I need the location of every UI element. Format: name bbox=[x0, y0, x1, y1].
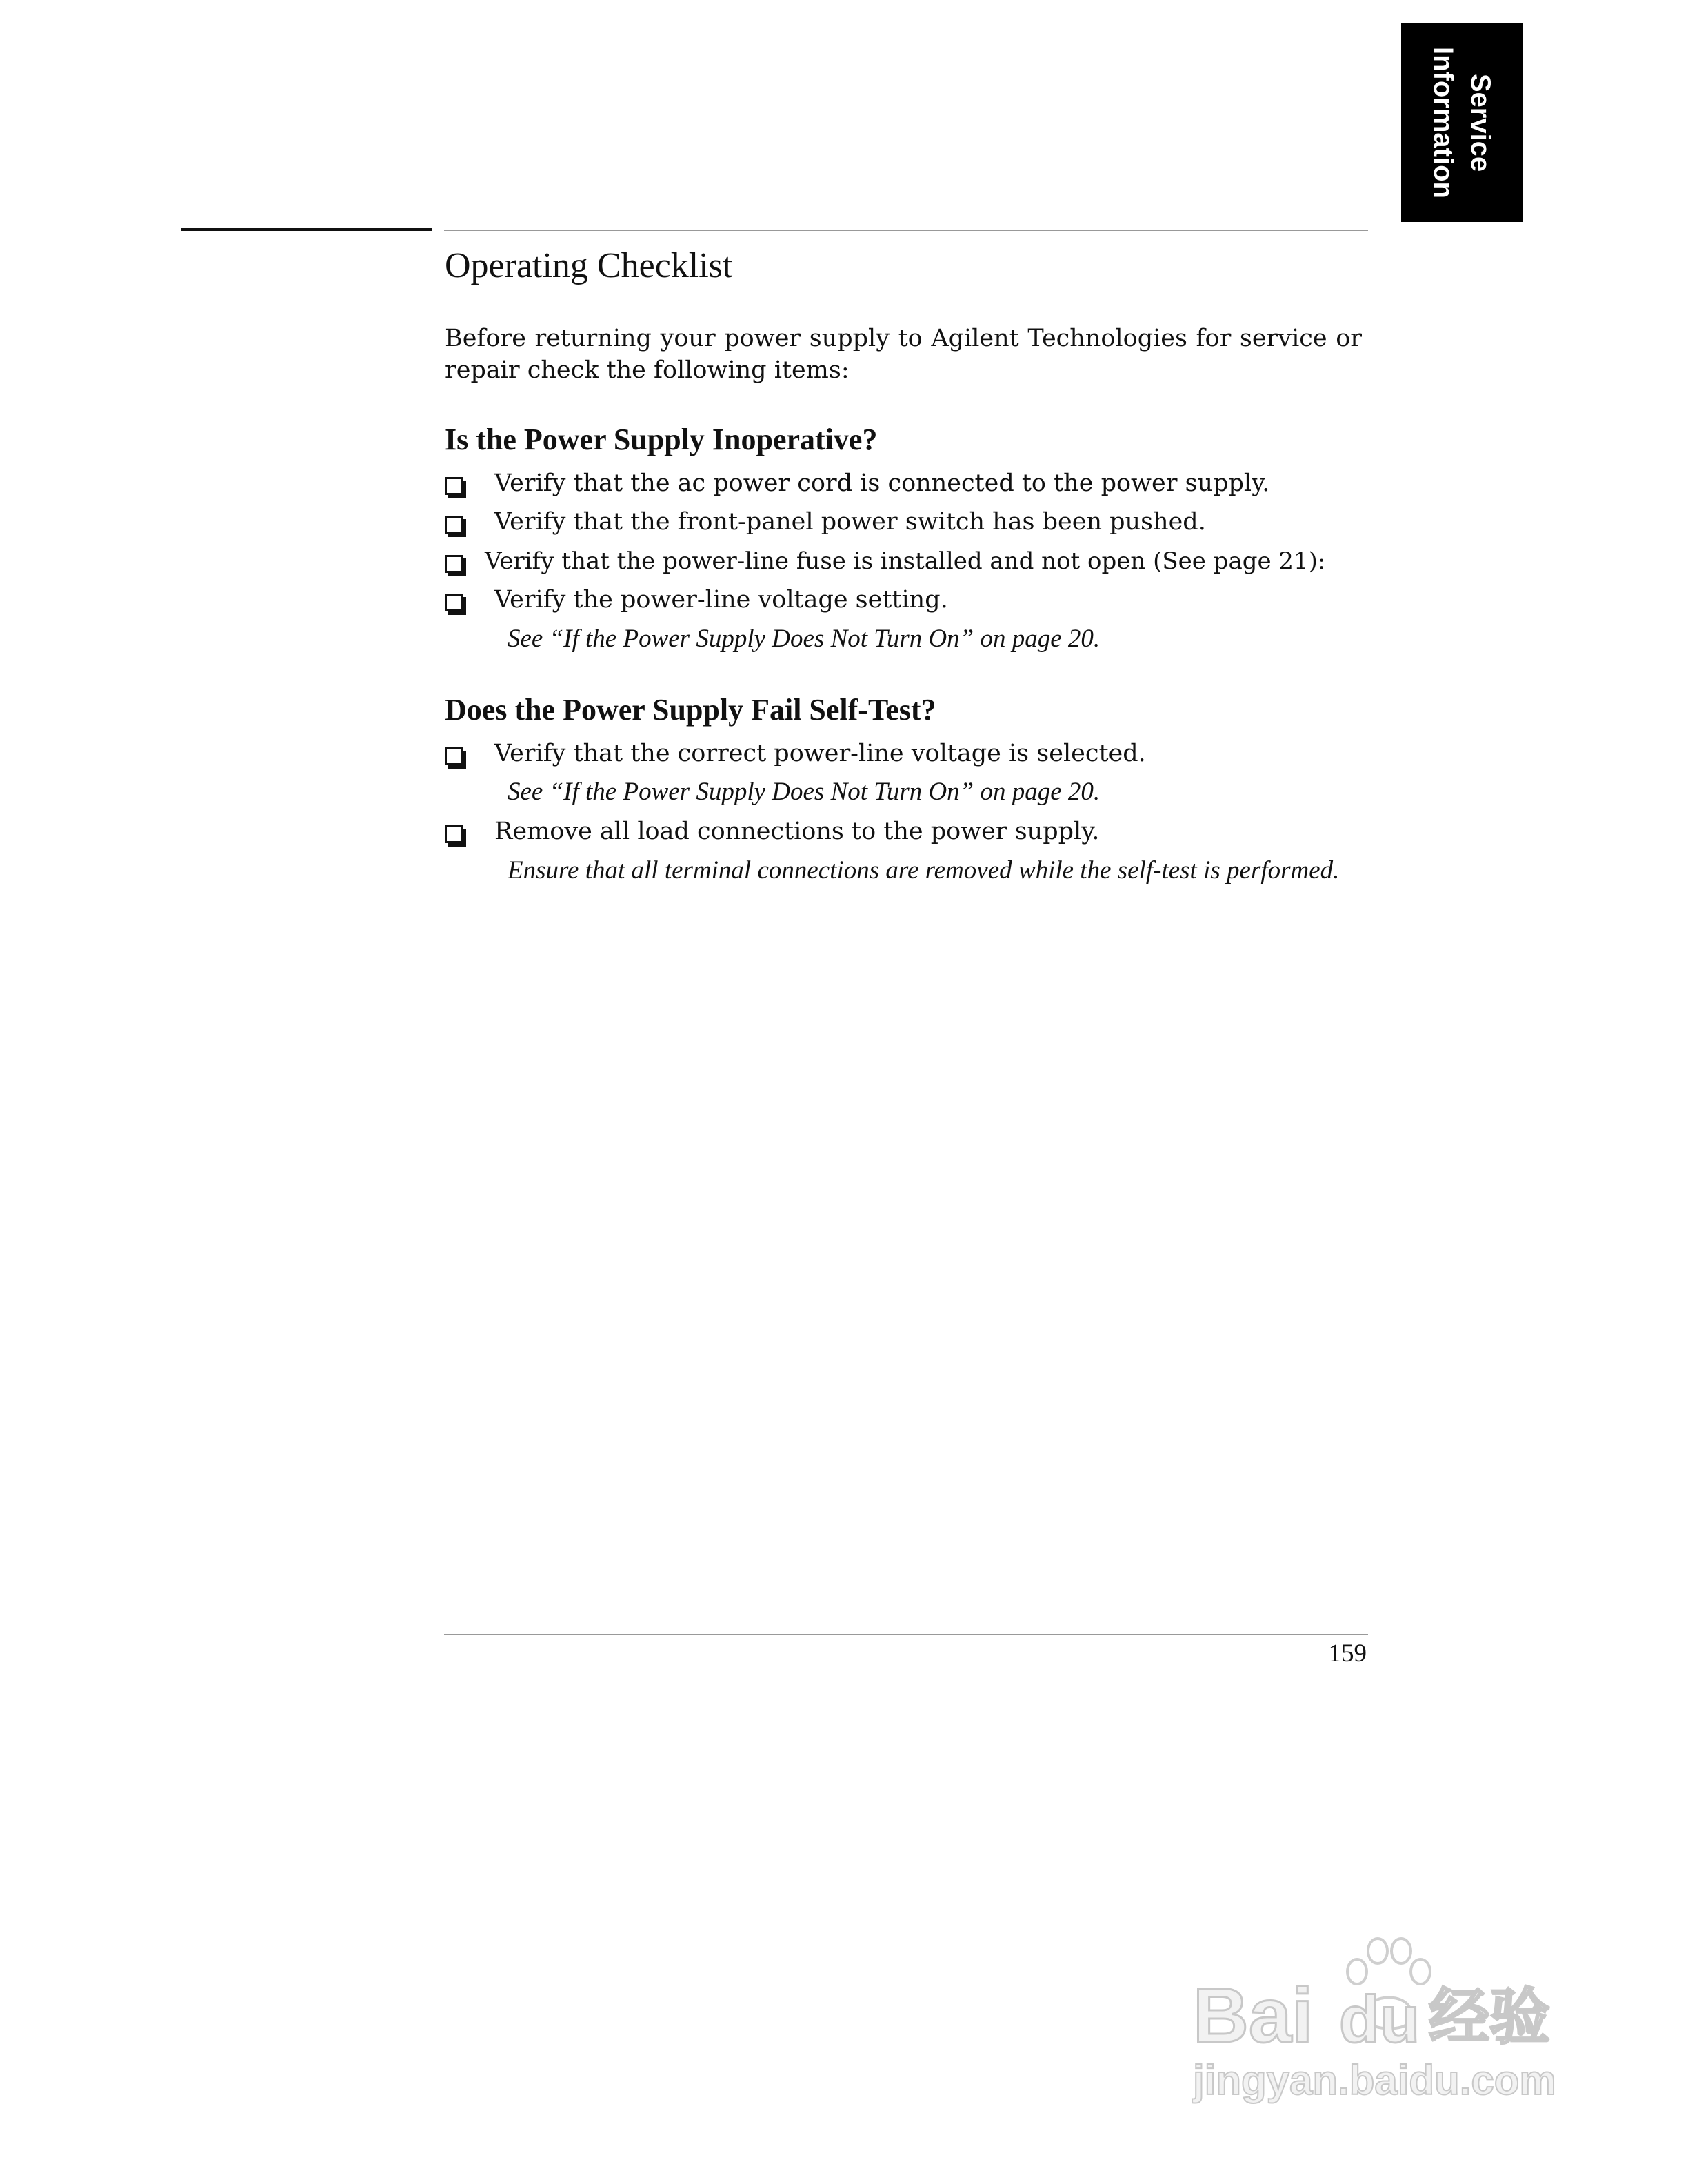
checklist-item-text: Verify the power-line voltage setting. bbox=[494, 586, 948, 614]
watermark-url: jingyan.baidu.com bbox=[1193, 2057, 1556, 2103]
footer-rule bbox=[444, 1634, 1368, 1635]
watermark-brand-right: du bbox=[1339, 1983, 1420, 2056]
baidu-watermark bbox=[1186, 1910, 1572, 2116]
checklist-item-text: Verify that the front-panel power switch has been pushed. bbox=[494, 508, 1206, 536]
checklist-item bbox=[445, 544, 1325, 578]
checklist-item-text: Verify that the ac power cord is connected to the power supply. bbox=[494, 469, 1270, 497]
page-title: Operating Checklist bbox=[445, 246, 733, 285]
watermark-brand-cn: 经验 bbox=[1429, 1983, 1551, 2051]
side-tab-line-1: Service bbox=[1465, 73, 1496, 172]
checkbox-icon bbox=[445, 555, 463, 573]
checklist-item bbox=[445, 736, 1146, 771]
checkbox-icon bbox=[445, 516, 463, 534]
watermark-brand-left: Bai bbox=[1193, 1972, 1314, 2059]
section-side-tab bbox=[1401, 23, 1523, 222]
section-heading-self-test: Does the Power Supply Fail Self-Test? bbox=[445, 693, 936, 727]
checklist-item bbox=[445, 466, 1269, 501]
paw-toe-icon bbox=[1368, 1939, 1387, 1963]
checklist-item bbox=[445, 505, 1206, 539]
checkbox-icon bbox=[445, 594, 463, 611]
side-tab-label bbox=[1425, 33, 1499, 212]
checklist-item-text: Verify that the power-line fuse is installed and not open (See page 21): bbox=[485, 547, 1326, 575]
paw-toe-icon bbox=[1347, 1959, 1367, 1984]
checklist-item-note: See “If the Power Supply Does Not Turn On” on page 20. bbox=[508, 625, 1101, 653]
checkbox-icon bbox=[445, 477, 463, 495]
header-rule-thin bbox=[444, 230, 1368, 231]
checklist-item-text: Remove all load connections to the power supply. bbox=[494, 818, 1100, 845]
header-rule-thick bbox=[181, 228, 432, 231]
checkbox-icon bbox=[445, 825, 463, 843]
checklist-item-text: Verify that the correct power-line voltage is selected. bbox=[494, 740, 1146, 767]
paw-toe-icon bbox=[1411, 1959, 1430, 1984]
side-tab-line-2: Information bbox=[1428, 47, 1458, 199]
section-heading-inoperative: Is the Power Supply Inoperative? bbox=[445, 423, 878, 456]
page-number: 159 bbox=[1328, 1639, 1367, 1668]
checklist-item bbox=[445, 814, 1099, 849]
checklist-item-note: Ensure that all terminal connections are removed while the self-test is performed. bbox=[508, 856, 1340, 884]
checklist-item-note: See “If the Power Supply Does Not Turn On” on page 20. bbox=[508, 778, 1101, 806]
intro-paragraph: Before returning your power supply to Agilent Technologies for service or repair check the following items: bbox=[445, 325, 1362, 384]
checklist-item bbox=[445, 583, 948, 617]
checkbox-icon bbox=[445, 747, 463, 765]
paw-toe-icon bbox=[1391, 1939, 1411, 1963]
